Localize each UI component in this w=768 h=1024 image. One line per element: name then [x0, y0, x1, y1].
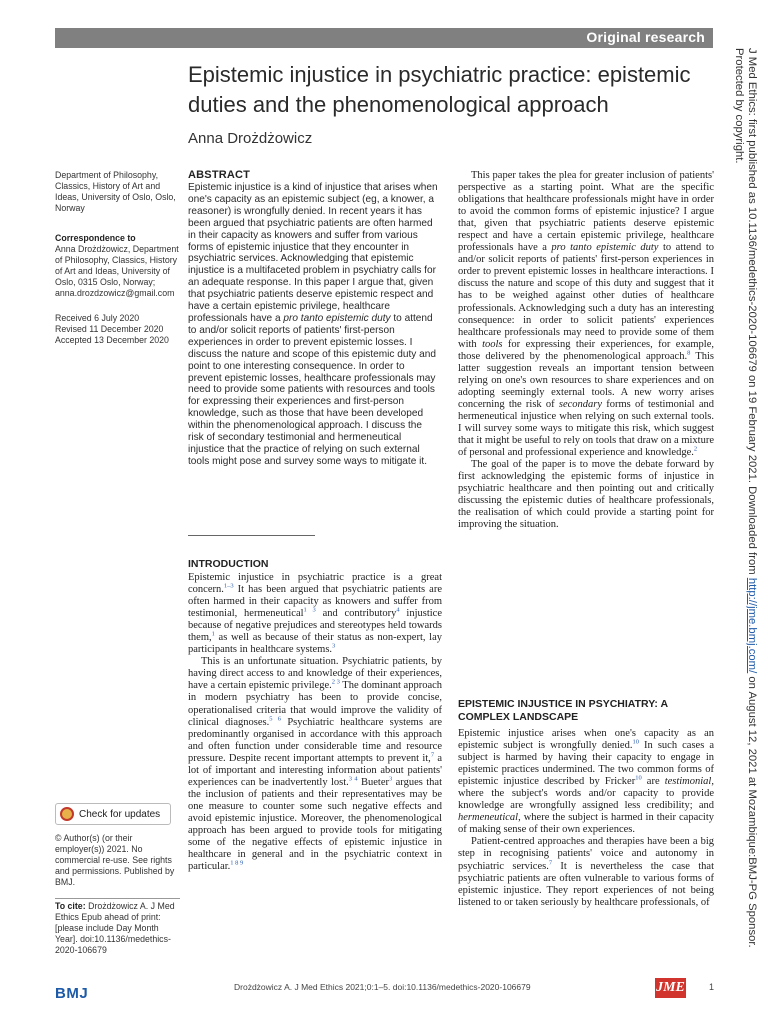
page-number: 1	[709, 982, 715, 992]
abstract-part-2: to attend to and/or solicit reports of patients' first-person experiences in order to prevent epistemic losses. I discuss the nature and scope of this epistemic duty and point to one interesting consequence. In order to prevent epistemic losses, healthcare professionals may need to provide some patients with resources and tools for expressing their experiences and first-person knowledge, such as those that have been developed within the phenomenological approach. I discuss the risk of secondary testimonial and hermeneutical injustice that the practice of relying on such external tools might pose and survey some ways to mitigate it.	[188, 312, 437, 467]
section-banner	[55, 28, 713, 48]
intro-paragraph-1: Epistemic injustice in psychiatric practice is a great concern.$^{1-3}$ It has been argued that psychiatric patients are often harmed in their capacity as knowers and suffer from testimonial, hermeneutical$^{1 3}$ and contributory$^4$ injustice because of negative prejudices and stereotypes held towards them,$^1$ as well as because of their status as non-expert, lay participants in healthcare systems.$^3$	[188, 572, 442, 656]
section-label: Original research	[586, 29, 705, 45]
correspondence-text: Anna Drożdżowicz, Department of Philosophy, Classics, History of Art and Ideas, University of Oslo, 0315 Oslo, Norway; anna.drozdzowicz@gmail.com	[55, 244, 179, 298]
ref[interactable]: 1–3	[223, 582, 234, 590]
correspondence-heading: Correspondence to	[55, 233, 136, 243]
copyright-notice: © Author(s) (or their employer(s)) 2021. No commercial re-use. See rights and permissions. Published by BMJ.	[55, 833, 175, 887]
to-cite-label: To cite:	[55, 901, 86, 911]
correspondence	[55, 233, 180, 299]
ref[interactable]: 1 3	[303, 606, 316, 614]
right-column-bottom	[458, 728, 714, 909]
to-cite	[55, 898, 180, 956]
ref[interactable]: 3 4	[348, 775, 358, 783]
ref[interactable]: 1 8 9	[230, 859, 244, 867]
ref[interactable]: 7	[430, 751, 435, 759]
ref[interactable]: 3	[389, 775, 393, 783]
col2-paragraph-2: The goal of the paper is to move the debate forward by first acknowledging the epistemic forms of injustice in psychiatric healthcare and then pointing out and critically discussing the epistemic duties of healthcare professionals, the realisation of which could provide a starting point for improving the situation.	[458, 459, 714, 531]
abstract-text	[188, 182, 440, 468]
abstract-heading: ABSTRACT	[188, 169, 251, 181]
article-dates	[55, 313, 180, 346]
ref[interactable]: 1	[211, 630, 215, 638]
crossmark-icon	[60, 807, 74, 821]
col2-paragraph-3: Epistemic injustice arises when one's capacity as an epistemic subject is wrongfully denied.$^{10}$ In such cases a subject is harmed by having their capacity to engage in epistemic practices undermined. The two common forms of epistemic injustice described by Fricker$^{10}$ are testimonial, where the subject's words and/or capacity to provide knowledge are wrongfully assigned less credibility; and hermeneutical, where the subject is harmed in their capacity of making sense of their own experiences.	[458, 728, 714, 836]
margin-note: J Med Ethics: first published as 10.1136/medethics-2020-106679 on 19 February 2021. Downloaded from http://jme.bmj.com/ on August 12, 2021 at Mozambique:BMJ-PG Sponsor. Protected by copyright.	[733, 48, 758, 948]
ref[interactable]: 4	[396, 606, 400, 614]
to-cite-text: Drożdżowicz A. J Med Ethics Epub ahead of print: [please include Day Month Year]. doi:10.1136/medethics-2020-106679	[55, 901, 175, 955]
jme-link[interactable]: http://jme.bmj.com/	[746, 577, 758, 674]
check-updates-button[interactable]	[55, 803, 171, 825]
footer-citation: Drożdżowicz A. J Med Ethics 2021;0:1–5. doi:10.1136/medethics-2020-106679	[234, 982, 531, 992]
article-author: Anna Drożdżowicz	[188, 130, 313, 147]
ref[interactable]: 2	[693, 445, 698, 453]
accepted-date: Accepted 13 December 2020	[55, 335, 169, 345]
received-date: Received 6 July 2020	[55, 313, 140, 323]
revised-date: Revised 11 December 2020	[55, 324, 164, 334]
section-heading-2: EPISTEMIC INJUSTICE IN PSYCHIATRY: A COMPLEX LANDSCAPE	[458, 698, 668, 723]
ref[interactable]: 5 6	[269, 715, 282, 723]
ref[interactable]: 10	[632, 738, 639, 746]
ref[interactable]: 3	[332, 642, 336, 650]
ref[interactable]: 10	[635, 774, 642, 782]
ref[interactable]: 7	[548, 859, 553, 867]
intro-heading: INTRODUCTION	[188, 558, 269, 570]
jme-logo: JME	[655, 978, 686, 998]
intro-column	[188, 572, 442, 873]
article-title: Epistemic injustice in psychiatric practice: epistemic duties and the phenomenological approach	[188, 62, 691, 117]
abstract-emphasis: pro tanto epistemic duty	[283, 312, 391, 324]
right-column-top	[458, 170, 714, 531]
intro-paragraph-2: This is an unfortunate situation. Psychiatric patients, by having direct access to and knowledge of their experiences, have a certain epistemic privilege.$^{2 3}$ The dominant approach in modern psychiatry has been to provide concise, operationalised criteria that would improve the validity of clinical diagnoses.$^{5 6}$ Psychiatric healthcare systems are predominantly organised in accordance with this approach and often function under considerable time and resource pressure. Despite recent important attempts to prevent it,$^7$ a lot of important and interesting information about patients' experiences can be inadvertently lost.$^{3 4}$ Bueter$^3$ argues that the inclusion of patients and their representatives may be one measure to counter some such negative effects and avoid epistemic injustice. Moreover, the phenomenological approach has been argued to provide tools for mitigating some of the negative effects of epistemic injustice in healthcare in general and in the psychiatric context in particular.$^{1 8 9}$	[188, 656, 443, 873]
ref[interactable]: 8	[687, 349, 691, 357]
col2-paragraph-1: This paper takes the plea for greater inclusion of patients' perspective as a starting point. What are the specific obligations that healthcare professionals might have in order to avoid the common forms of epistemic injustice? I argue that, given that psychiatric patients deserve epistemic respect and have a certain epistemic privilege, healthcare professionals have a pro tanto epistemic duty to attend to and/or solicit reports of patients' first-person experiences in order to prevent epistemic losses in healthcare interactions. I discuss the nature and scope of this duty and suggest that it has to be weighed against other duties of healthcare professionals. Acknowledging such a duty has an interesting consequence: in order to solicit patients' experiences healthcare professionals may need to provide some of them with tools for expressing their experiences, for example, those delivered by the phenomenological approach.$^8$ This latter suggestion reveals an important tension between relying on one's own resources to share experiences and on adopting seemingly external tools. A new worry arises concerning the risk of secondary forms of testimonial and hermeneutical injustice when relying on such external tools. I will survey some ways to mitigate this risk, which suggest that it might be useful to rely on tools that draw on a mixture of personal and professional experience and knowledge.$^2$	[458, 170, 714, 459]
abstract-part-1: Epistemic injustice is a kind of injustice that arises when one's capacity as an epistemic subject (eg, a knower, a reasoner) is wrongfully denied. In recent years it has been argued that psychiatric patients are often harmed in their capacity as knowers and suffer from various forms of epistemic injustice that they encounter in psychiatric services. Acknowledging that epistemic injustice is a multifaceted problem in psychiatry calls for an adequate response. In this paper I argue that, given that psychiatric patients deserve epistemic respect and have a certain epistemic privilege, healthcare professionals have a	[188, 182, 438, 324]
affiliation: Department of Philosophy, Classics, History of Art and Ideas, University of Oslo, Oslo, Norway	[55, 170, 176, 213]
ref[interactable]: 2 3	[331, 678, 340, 686]
abstract-divider	[188, 535, 315, 536]
bmj-logo: BMJ	[55, 985, 89, 1002]
col2-paragraph-4: Patient-centred approaches and therapies have been a big step in recognising patients' voice and autonomy in psychiatric services.$^7$ It is nevertheless the case that psychiatric patients are often vulnerable to various forms of epistemic injustice. They report experiences of not being listened to or taken seriously by healthcare professionals, of	[458, 836, 715, 908]
check-updates-label: Check for updates	[79, 808, 161, 820]
